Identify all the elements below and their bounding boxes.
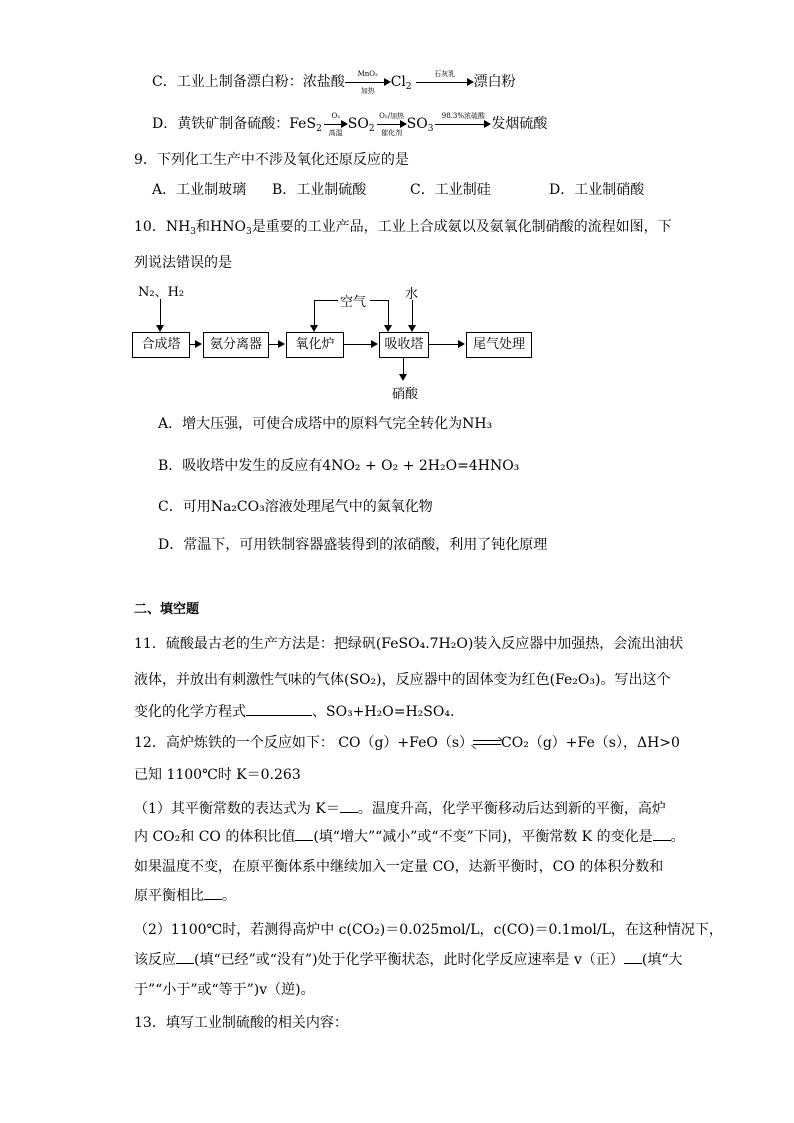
q12-p1-line3: 如果温度不变，在原平衡体系中继续加入一定量 CO，达新平衡时，CO 的体积分数和 bbox=[134, 859, 664, 875]
connector bbox=[314, 300, 315, 325]
q12-stem: 12．高炉炼铁的一个反应如下： CO（g）+FeO（s） CO₂（g）+Fe（s），ΔH>0 bbox=[134, 735, 680, 751]
output-label: 硝酸 bbox=[392, 387, 419, 402]
arrow-head-icon bbox=[278, 340, 285, 348]
q12-p1-line2: 内 CO₂和 CO 的体积比值 (填“增大”“减小”或“不变”下同)，平衡常数 K 的变化是 。 bbox=[134, 829, 685, 845]
connector bbox=[370, 300, 388, 301]
reaction-arrow: MnO₂ 加热 bbox=[345, 72, 391, 92]
q12-p1-line4: 原平衡相比 。 bbox=[134, 888, 236, 904]
q11-line1: 11．硫酸最古老的生产方法是：把绿矾(FeSO₄.7H₂O)装入反应器中加强热，会流出油状 bbox=[134, 636, 684, 652]
answer-blank[interactable] bbox=[295, 840, 313, 841]
reaction-arrow: 98.3%浓硫酸 bbox=[435, 114, 491, 134]
q8-option-c: C．工业上制备漂白粉：浓盐酸 MnO₂ 加热 $Cl_2$ 石灰乳 漂白粉 bbox=[152, 70, 516, 95]
arrow-head-icon bbox=[195, 340, 202, 348]
arrow-head-icon bbox=[310, 325, 318, 332]
q10-stem: 10．$NH_3$和$HNO_3$是重要的工业产品，工业上合成氨以及氨氧化制硝酸的流程如图，下 bbox=[134, 219, 672, 237]
q10-option-b: B．吸收塔中发生的反应有4NO₂ + O₂ + 2H₂O=4HNO₃ bbox=[158, 458, 520, 474]
box-tail-gas: 尾气处理 bbox=[466, 332, 532, 358]
connector bbox=[388, 300, 389, 325]
answer-blank[interactable] bbox=[624, 963, 642, 964]
air-label: 空气 bbox=[340, 295, 367, 310]
q12-p1-line1: （1）其平衡常数的表达式为 K＝ 。温度升高，化学平衡移动后达到新的平衡，高炉 bbox=[134, 801, 666, 817]
connector bbox=[403, 357, 404, 374]
equilibrium-arrow-icon bbox=[473, 738, 501, 748]
connector bbox=[428, 344, 458, 345]
q9-option-a: A．工业制玻璃 bbox=[152, 182, 247, 198]
q8-option-d: D．黄铁矿制备硫酸：FeS$_2$ O₂ 高温 $SO_2$ O₂/加热 催化剂 $SO_3$ 98.3%浓硫酸 发烟硫酸 bbox=[152, 112, 548, 137]
connector bbox=[268, 344, 278, 345]
connector bbox=[343, 344, 371, 345]
arrow-head-icon bbox=[458, 340, 465, 348]
connector bbox=[412, 300, 413, 325]
input-label: N₂、H₂ bbox=[138, 285, 185, 300]
q12-p2-line1: （2）1100℃时，若测得高炉中 c(CO₂)＝0.025mol/L，c(CO)＝0.1mol/L，在这种情况下， bbox=[134, 922, 723, 938]
answer-blank[interactable] bbox=[340, 812, 358, 813]
q10-stem-line2: 列说法错误的是 bbox=[134, 255, 232, 271]
arrow-head-icon bbox=[384, 325, 392, 332]
q10-option-d: D．常温下，可用铁制容器盛装得到的浓硝酸，利用了钝化原理 bbox=[158, 537, 548, 553]
arrow-head-icon bbox=[408, 325, 416, 332]
arrow-head-icon bbox=[156, 325, 164, 332]
connector bbox=[314, 300, 338, 301]
q10-option-a: A．增大压强，可使合成塔中的原料气完全转化为NH₃ bbox=[158, 416, 493, 432]
q9-option-c: C．工业制硅 bbox=[410, 182, 491, 198]
q12-known: 已知 1100℃时 K＝0.263 bbox=[134, 767, 301, 783]
water-label: 水 bbox=[405, 287, 419, 302]
q10-option-c: C．可用Na₂CO₃溶液处理尾气中的氮氧化物 bbox=[158, 499, 433, 515]
q11-line3: 变化的化学方程式 、SO₃+H₂O=H₂SO₄. bbox=[134, 704, 455, 720]
input-arrow bbox=[160, 299, 161, 325]
answer-blank[interactable] bbox=[204, 899, 222, 900]
q13-stem: 13．填写工业制硫酸的相关内容： bbox=[134, 1015, 348, 1031]
box-oxidation-furnace: 氧化炉 bbox=[286, 332, 344, 358]
reaction-arrow: 石灰乳 bbox=[416, 72, 474, 92]
q9-option-d: D．工业制硝酸 bbox=[549, 182, 645, 198]
q9-option-b: B．工业制硫酸 bbox=[272, 182, 367, 198]
q12-p2-line2: 该反应 (填“已经”或“没有”)处于化学平衡状态，此时化学反应速率是 v（正） (填“大 bbox=[134, 952, 683, 968]
q11-line2: 液体，并放出有刺激性气味的气体(SO₂)，反应器中的固体变为红色(Fe₂O₃)。写出这个 bbox=[134, 672, 671, 688]
arrow-head-icon bbox=[399, 374, 407, 381]
box-synthesis-tower: 合成塔 bbox=[132, 332, 190, 358]
q12-p2-line3: 于”“小于”或“等于”)v（逆)。 bbox=[134, 982, 315, 998]
answer-blank[interactable] bbox=[246, 715, 312, 716]
reaction-arrow: O₂ 高温 bbox=[324, 114, 348, 134]
box-absorption-tower: 吸收塔 bbox=[379, 332, 429, 358]
section-heading: 二、填空题 bbox=[134, 602, 200, 617]
arrow-head-icon bbox=[371, 340, 378, 348]
reaction-arrow: O₂/加热 催化剂 bbox=[377, 114, 407, 134]
box-ammonia-separator: 氨分离器 bbox=[203, 332, 269, 358]
answer-blank[interactable] bbox=[176, 963, 194, 964]
q9-stem: 9．下列化工生产中不涉及氧化还原反应的是 bbox=[134, 152, 409, 168]
answer-blank[interactable] bbox=[653, 840, 671, 841]
